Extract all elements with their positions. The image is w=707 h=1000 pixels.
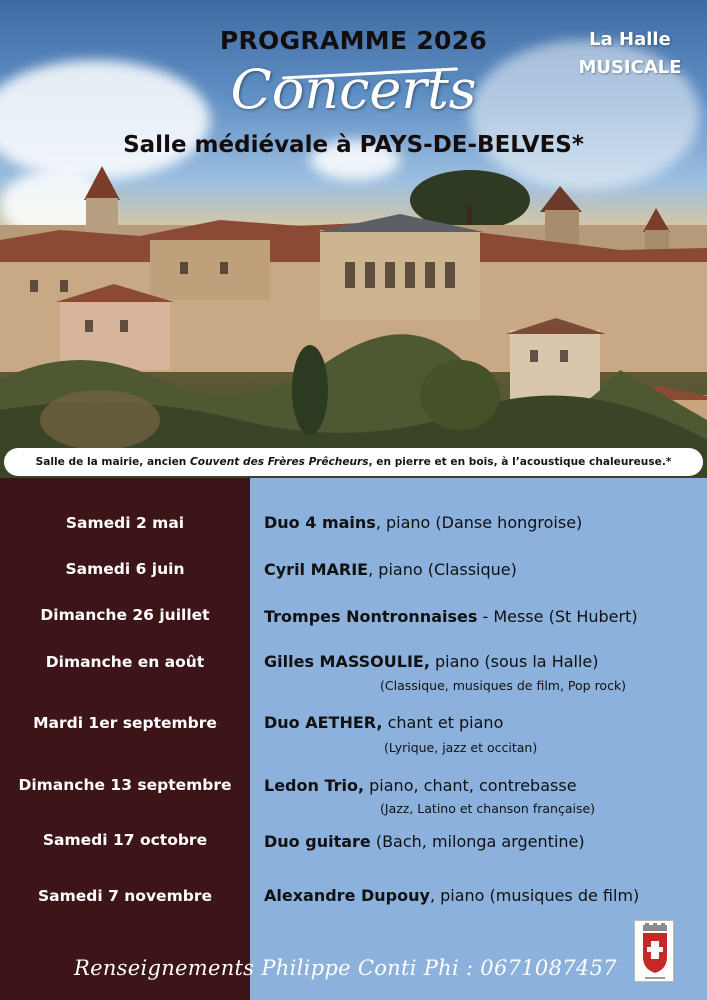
halle-line-2: MUSICALE (578, 57, 682, 78)
event-detail: , piano (Classique) (368, 560, 517, 579)
dates-column (0, 478, 250, 1000)
event-detail: , piano (Danse hongroise) (375, 513, 583, 532)
venue-heading: Salle médiévale à PAYS-DE-BELVES* (123, 132, 584, 158)
event-description (264, 513, 582, 532)
caption-suffix: , en pierre et en bois, à l’acoustique chaleureuse.* (368, 456, 672, 468)
contact-info: Renseignements Philippe Conti Phi : 0671087457 (74, 956, 617, 980)
village-photo (0, 0, 707, 478)
event-description (264, 560, 517, 579)
event-name: Gilles MASSOULIE, (264, 652, 430, 671)
event-detail: (Bach, milonga argentine) (370, 832, 585, 851)
event-description (264, 652, 599, 671)
event-date: Samedi 2 mai (65, 514, 185, 532)
halle-line-1: La Halle (589, 29, 671, 50)
event-detail: piano, chant, contrebasse (364, 776, 577, 795)
caption-emphasis: Couvent des Frères Prêcheurs (190, 456, 369, 468)
event-subtitle: (Lyrique, jazz et occitan) (384, 740, 538, 755)
event-name: Trompes Nontronnaises (264, 607, 478, 626)
event-subtitle: (Jazz, Latino et chanson française) (380, 801, 596, 816)
event-name: Duo AETHER, (264, 713, 383, 732)
program-title: PROGRAMME 2026 (219, 26, 488, 55)
event-description (264, 832, 585, 851)
concerts-heading: Concerts (230, 58, 477, 121)
caption-prefix: Salle de la mairie, ancien (35, 456, 191, 468)
event-name: Duo guitare (264, 832, 371, 851)
event-detail: , piano (musiques de film) (429, 886, 640, 905)
event-description (264, 607, 638, 626)
halle-musicale-label (570, 26, 690, 82)
event-date: Dimanche en août (45, 653, 205, 671)
event-name: Cyril MARIE (264, 560, 369, 579)
event-date: Mardi 1er septembre (33, 714, 217, 732)
event-detail: piano (sous la Halle) (429, 652, 599, 671)
venue-caption (4, 448, 703, 476)
event-name: Duo 4 mains (264, 513, 376, 532)
event-date: Samedi 6 juin (65, 560, 185, 578)
event-description (264, 886, 639, 905)
event-date: Samedi 7 novembre (38, 887, 212, 905)
event-description (264, 776, 577, 795)
event-detail: chant et piano (382, 713, 504, 732)
event-date: Dimanche 13 septembre (18, 776, 232, 794)
event-subtitle: (Classique, musiques de film, Pop rock) (380, 678, 627, 693)
event-detail: - Messe (St Hubert) (477, 607, 638, 626)
event-name: Ledon Trio, (264, 776, 365, 795)
event-description (264, 713, 503, 732)
event-name: Alexandre Dupouy (264, 886, 430, 905)
event-date: Samedi 17 octobre (42, 831, 208, 849)
event-date: Dimanche 26 juillet (40, 606, 210, 624)
coat-of-arms-icon (634, 920, 674, 982)
